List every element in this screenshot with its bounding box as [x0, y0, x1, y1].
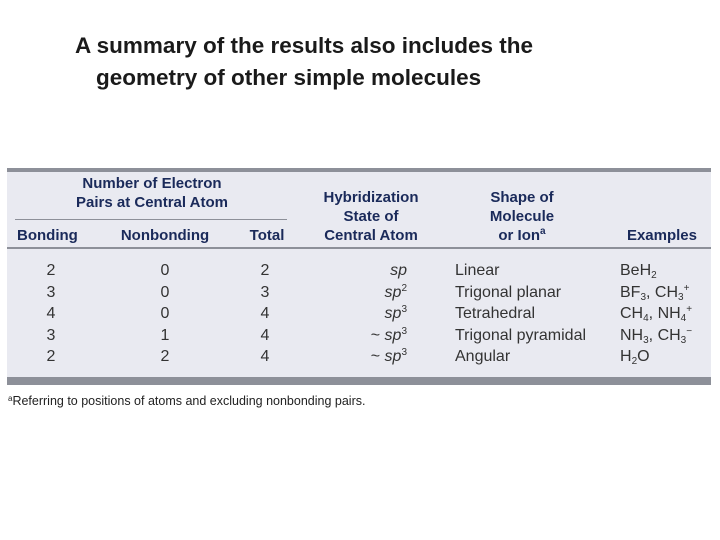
cell-bonding: 3 [46, 283, 56, 301]
hyb-header-line-1: Hybridization [323, 189, 419, 206]
col-header-shape [465, 188, 579, 245]
hyb-label: sp [384, 305, 402, 323]
cell-bonding: 2 [46, 262, 56, 279]
formula-part: 3 [678, 291, 684, 303]
cell-total: 4 [260, 348, 270, 366]
slide-title-line-2: geometry of other simple molecules [96, 65, 482, 90]
hyb-header-line-2: State of [343, 208, 399, 225]
formula-part: + [686, 304, 693, 316]
hyb-superscript: 3 [401, 304, 407, 316]
formula-part: 3 [680, 334, 687, 346]
cell-examples [620, 303, 692, 325]
table-top-rule [7, 168, 711, 172]
formula-part: , CH [648, 326, 681, 344]
col-header-examples: Examples [626, 227, 697, 244]
shape-header-line-2: Molecule [489, 208, 555, 225]
cell-nonbonding: 2 [160, 348, 170, 366]
cell-shape: Trigonal pyramidal [455, 326, 587, 344]
formula-part: BF [620, 283, 641, 301]
hyb-superscript: 3 [401, 347, 407, 359]
hyb-label: sp [390, 262, 407, 279]
hyb-label: sp [384, 348, 402, 366]
formula-part: 2 [651, 270, 657, 281]
hyb-header-line-3: Central Atom [324, 227, 418, 244]
formula-part: − [686, 325, 693, 337]
header-bottom-rule [7, 247, 711, 249]
group-header-line-1: Number of Electron [82, 175, 222, 192]
slide-title [75, 30, 695, 94]
shape-header-line-1: Shape of [490, 189, 554, 206]
slide-title-line-1: A summary of the results also includes the [75, 33, 534, 58]
footnote-text: Referring to positions of atoms and excluding nonbonding pairs. [12, 394, 366, 408]
col-header-nonbonding: Nonbonding [120, 227, 210, 244]
cell-nonbonding: 0 [160, 305, 170, 323]
footnote-marker: a [540, 226, 546, 237]
cell-shape: Linear [455, 262, 500, 279]
cell-examples [620, 325, 692, 347]
formula-part: 3 [640, 291, 647, 303]
cell-total: 4 [260, 326, 270, 344]
cell-hybridization [337, 325, 407, 347]
formula-part: 2 [631, 356, 638, 368]
hyb-label: sp [384, 326, 402, 344]
cell-nonbonding: 0 [160, 262, 170, 279]
hyb-superscript: 2 [401, 282, 407, 294]
group-header-line-2: Pairs at Central Atom [76, 194, 228, 211]
formula-part: 4 [643, 313, 649, 325]
cell-bonding: 3 [46, 326, 56, 344]
cell-hybridization [337, 346, 407, 368]
hyb-approx: ~ [370, 348, 385, 366]
cell-total: 3 [260, 283, 270, 301]
cell-examples [620, 260, 657, 282]
group-header-rule [15, 219, 287, 220]
cell-examples [620, 282, 689, 304]
footnote-marker-symbol: a [8, 394, 13, 403]
formula-part: H [620, 348, 632, 366]
formula-part: 3 [643, 334, 649, 346]
cell-total: 4 [260, 305, 270, 323]
hybridization-table [7, 168, 711, 385]
cell-total: 2 [260, 262, 270, 279]
formula-part: O [637, 348, 650, 366]
hyb-label: sp [384, 283, 402, 301]
col-header-bonding: Bonding [17, 227, 78, 244]
formula-part: BeH [620, 262, 652, 279]
cell-bonding: 4 [46, 305, 56, 323]
cell-shape: Trigonal planar [455, 283, 562, 301]
cell-nonbonding: 0 [160, 283, 170, 301]
cell-hybridization [337, 260, 407, 282]
table-bottom-rule [7, 377, 711, 385]
col-header-total: Total [249, 227, 285, 244]
cell-examples [620, 346, 650, 368]
cell-bonding: 2 [46, 348, 56, 366]
formula-part: + [683, 282, 690, 294]
formula-part: NH [620, 326, 644, 344]
cell-hybridization [337, 282, 407, 304]
group-header-electron-pairs [57, 174, 247, 212]
footnote [8, 394, 365, 408]
cell-nonbonding: 1 [160, 326, 170, 344]
shape-header-line-3: or Ion$^a$ [498, 226, 546, 244]
cell-hybridization [337, 303, 407, 325]
cell-shape: Angular [455, 348, 511, 366]
hyb-approx: ~ [370, 326, 385, 344]
formula-part: , CH [646, 283, 679, 301]
hyb-superscript: 3 [401, 325, 407, 337]
formula-part: , NH [648, 305, 681, 323]
cell-shape: Tetrahedral [455, 305, 536, 323]
col-header-hybridization [303, 188, 439, 245]
formula-part: 4 [680, 313, 687, 325]
formula-part: CH [620, 305, 644, 323]
